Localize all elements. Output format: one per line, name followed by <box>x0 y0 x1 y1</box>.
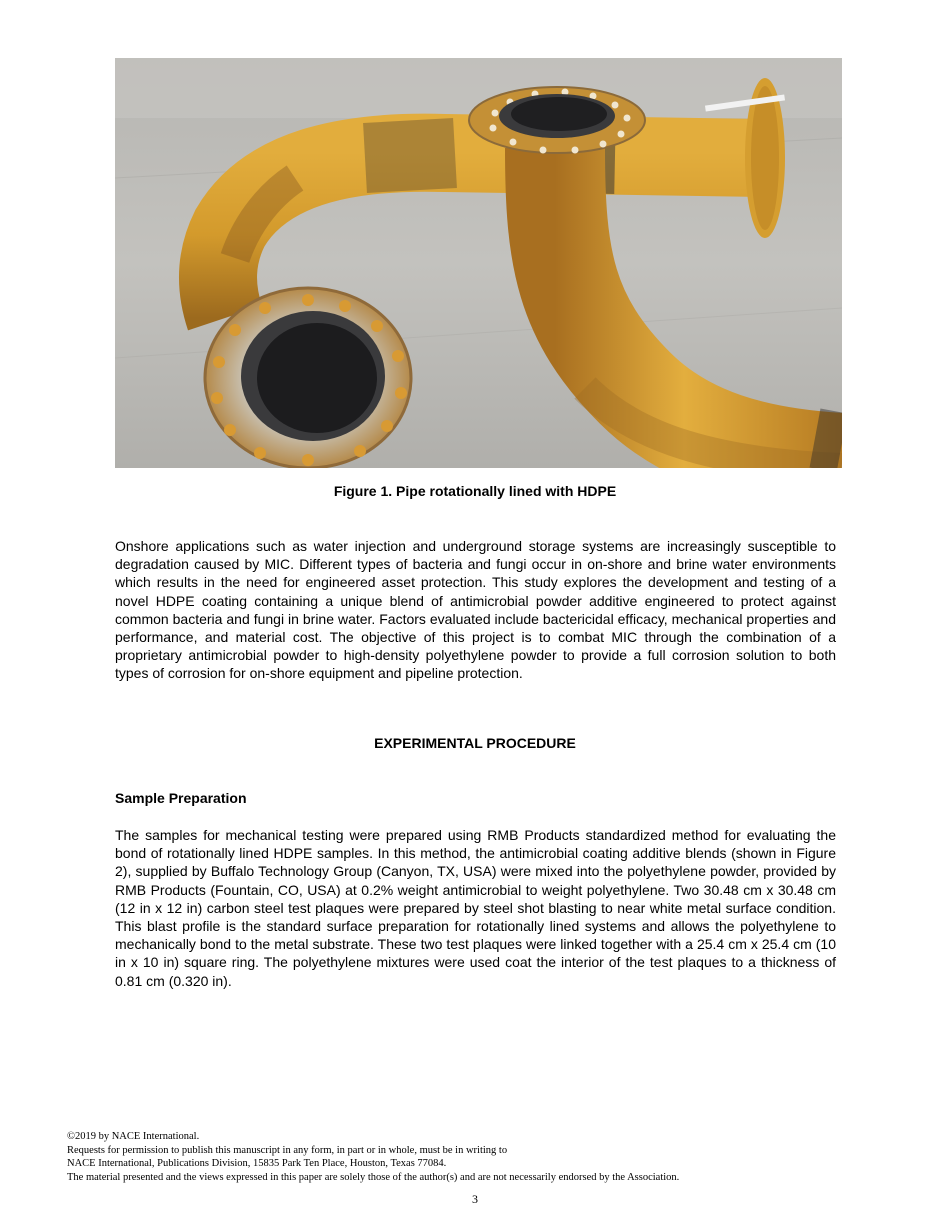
footer-address: NACE International, Publications Division, 15835 Park Ten Place, Houston, Texas 77084. <box>67 1158 447 1169</box>
pipe-photo-image <box>115 58 842 468</box>
section-heading: EXPERIMENTAL PROCEDURE <box>374 735 576 751</box>
footer-copyright: ©2019 by NACE International. <box>67 1131 200 1142</box>
intro-paragraph: Onshore applications such as water injection and underground storage systems are increasingly susceptible to degradation caused by MIC. Different types of bacteria and fungi occur in on-shore and brine water environments which results in the need for engineered asset protection. This study explores the development and testing of a novel HDPE coating containing a unique blend of antimicrobial powder additive engineered to protect against common bacteria and fungi in brine water. Factors evaluated include bactericidal efficacy, mechanical properties and performance, and material cost. The objective of this project is to combat MIC through the combination of a proprietary antimicrobial powder to high-density polyethylene powder to provide a full corrosion solution to both types of corrosion for on-shore equipment and pipeline protection. <box>115 538 836 682</box>
subsection-heading: Sample Preparation <box>115 790 247 806</box>
footer-permission: Requests for permission to publish this manuscript in any form, in part or in whole, must be in writing to <box>67 1144 508 1156</box>
page-number: 3 <box>472 1192 478 1206</box>
sample-preparation-paragraph: The samples for mechanical testing were prepared using RMB Products standardized method for evaluating the bond of rotationally lined HDPE samples. In this method, the antimicrobial coating additive blends (shown in Figure 2), supplied by Buffalo Technology Group (Canyon, TX, USA) were mixed into the polyethylene powder, provided by RMB Products (Fountain, CO, USA) at 0.2% weight antimicrobial to weight polyethylene. Two 30.48 cm x 30.48 cm (12 in x 12 in) carbon steel test plaques were prepared by steel shot blasting to near white metal surface condition. This blast profile is the standard surface preparation for rotationally lined systems and allows the polyethylene to mechanically bond to the metal substrate. These two test plaques were linked together with a 25.4 cm x 25.4 cm (10 in x 10 in) square ring. The polyethylene mixtures were used coat the interior of the test plaques to a thickness of 0.81 cm (0.320 in). <box>115 827 836 989</box>
page-footer <box>67 1130 887 1184</box>
footer-disclaimer: The material presented and the views expressed in this paper are solely those of the author(s) and are not necessarily endorsed by the Association. <box>67 1171 680 1183</box>
figure-caption: Figure 1. Pipe rotationally lined with HDPE <box>333 483 617 499</box>
